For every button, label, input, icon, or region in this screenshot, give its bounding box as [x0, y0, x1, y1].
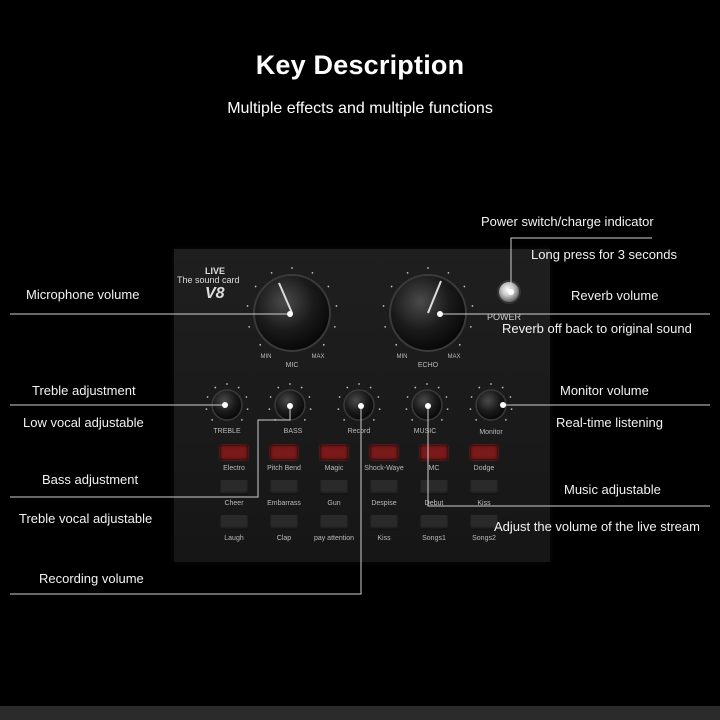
record-knob-label: Record	[347, 428, 371, 435]
effect-button-label: MC	[428, 465, 440, 472]
brand-live: LIVE	[205, 266, 226, 276]
callout-real-time: Real-time listening	[556, 415, 663, 430]
music-knob-label: MUSIC	[413, 428, 437, 435]
echo-max-label: MAX	[447, 354, 461, 360]
mic-max-label: MAX	[311, 354, 325, 360]
dot-bass	[287, 403, 293, 409]
line-recording-volume	[10, 406, 361, 594]
echo-min-label: MIN	[396, 354, 408, 360]
dot-music	[425, 403, 431, 409]
callout-music-adjustable: Music adjustable	[564, 482, 661, 497]
mic-knob-label: MIC	[285, 362, 299, 369]
effect-button-label: Dodge	[473, 465, 495, 472]
callout-low-vocal: Low vocal adjustable	[23, 415, 144, 430]
effect-button-label: Electro	[223, 465, 245, 472]
effect-button-label: Gun	[327, 500, 341, 507]
callout-treble-adjustment: Treble adjustment	[32, 383, 136, 398]
dot-power	[508, 289, 514, 295]
mic-min-label: MIN	[260, 354, 272, 360]
effect-button-label: Clap	[276, 535, 292, 542]
model-label: V8	[205, 285, 225, 302]
callout-live-stream: Adjust the volume of the live stream	[494, 519, 700, 534]
monitor-knob-label: Monitor	[479, 429, 503, 436]
brand-subtitle: The sound card	[177, 275, 240, 285]
effect-button-label: Debut	[424, 500, 444, 507]
dot-echo	[437, 311, 443, 317]
dot-monitor	[500, 402, 506, 408]
callout-reverb-volume: Reverb volume	[571, 288, 659, 303]
callout-monitor-volume: Monitor volume	[560, 383, 649, 398]
callout-microphone-volume: Microphone volume	[26, 287, 140, 302]
bottom-bar	[0, 706, 720, 720]
dot-mic	[287, 311, 293, 317]
callout-power-switch: Power switch/charge indicator	[481, 214, 654, 229]
power-label: POWER	[487, 312, 522, 322]
effect-button-label: Magic	[324, 465, 344, 472]
dot-treble	[222, 402, 228, 408]
effect-button-label: Songs1	[422, 535, 446, 542]
effect-button-label: Despise	[371, 500, 397, 507]
line-power-switch	[511, 238, 652, 290]
effect-button-label: pay attention	[313, 535, 355, 542]
effect-button-label: Songs2	[472, 535, 496, 542]
echo-knob-label: ECHO	[417, 362, 439, 369]
page-title: Key Description	[255, 50, 465, 80]
effect-button-label: Pitch Bend	[267, 465, 301, 472]
page-subtitle: Multiple effects and multiple functions	[227, 100, 493, 117]
dot-record	[358, 403, 364, 409]
callout-reverb-off: Reverb off back to original sound	[502, 321, 692, 336]
effect-button-label: Kiss	[377, 535, 391, 542]
callout-recording-volume: Recording volume	[39, 571, 144, 586]
effect-button-label: Embarrass	[267, 500, 301, 507]
effect-button-label: Shock-Waye	[364, 465, 404, 472]
treble-knob-label: TREBLE	[213, 428, 241, 435]
callout-long-press: Long press for 3 seconds	[531, 247, 677, 262]
effect-button-label: Kiss	[477, 500, 491, 507]
effect-button-label: Cheer	[224, 500, 244, 507]
bass-knob-label: BASS	[283, 428, 303, 435]
effect-button-label: Laugh	[224, 535, 244, 542]
callout-bass-adjustment: Bass adjustment	[42, 472, 139, 487]
callout-treble-vocal: Treble vocal adjustable	[19, 511, 153, 526]
